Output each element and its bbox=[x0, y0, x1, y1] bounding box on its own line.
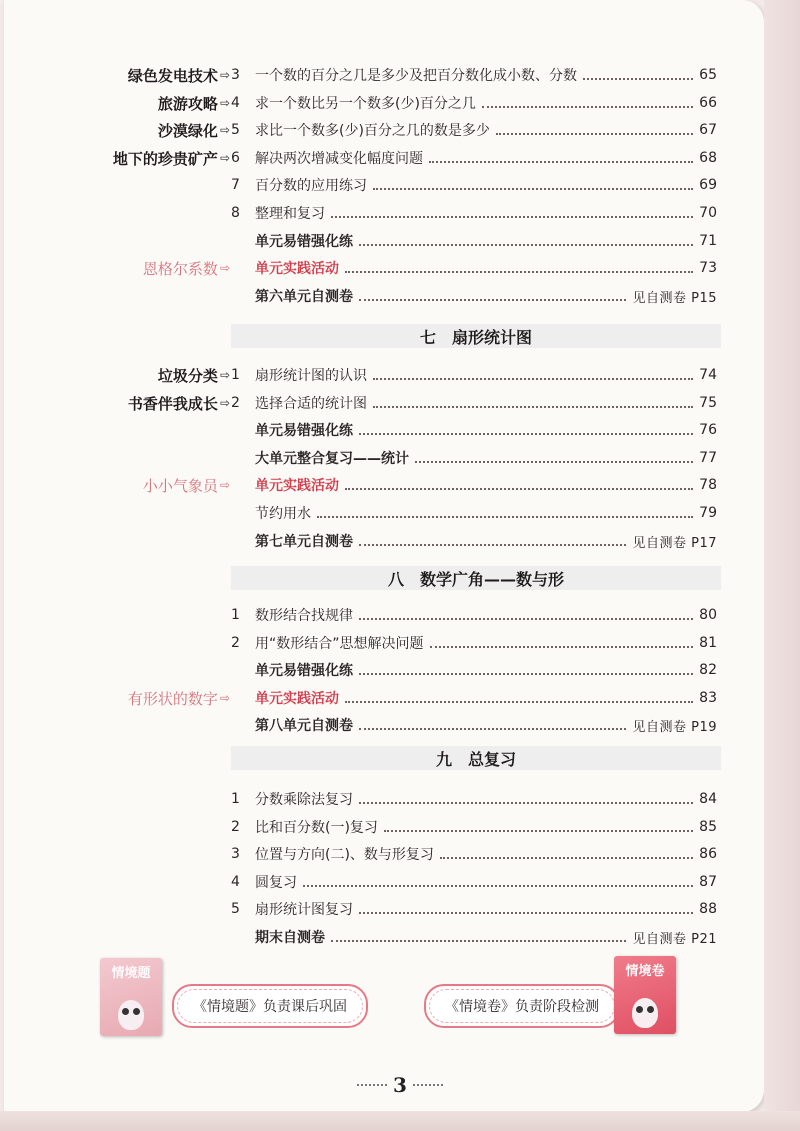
toc-entry[interactable] bbox=[231, 145, 717, 171]
side-topic-text: 旅游攻略 bbox=[157, 94, 218, 113]
toc-entry-page: 68 bbox=[699, 150, 717, 166]
toc-entry[interactable] bbox=[231, 417, 717, 443]
dot-leader bbox=[359, 297, 626, 301]
toc-entry-page: 74 bbox=[699, 367, 717, 383]
toc-entry-title: 大单元整合复习——统计 bbox=[255, 451, 409, 467]
toc-entry-number: 3 bbox=[231, 846, 240, 862]
dot-leader bbox=[415, 459, 693, 463]
side-topic-text: 垃圾分类 bbox=[157, 366, 218, 385]
toc-entry-number: 1 bbox=[231, 791, 240, 807]
side-topic-label bbox=[60, 390, 230, 416]
dot-leader bbox=[331, 938, 626, 942]
toc-entry-page: 见自测卷 P17 bbox=[632, 535, 717, 551]
toc-entry[interactable] bbox=[231, 228, 717, 254]
toc-entry-title: 圆复习 bbox=[255, 875, 297, 891]
dot-leader bbox=[359, 800, 693, 804]
dot-leader bbox=[373, 404, 693, 408]
side-topic-label bbox=[60, 472, 230, 498]
toc-entry-page: 70 bbox=[699, 205, 717, 221]
toc-entry-page: 73 bbox=[699, 260, 717, 276]
dot-leader bbox=[345, 486, 693, 490]
toc-entry[interactable] bbox=[231, 528, 717, 554]
toc-entry-title: 扇形统计图复习 bbox=[255, 902, 353, 918]
toc-entry-number: 2 bbox=[231, 395, 240, 411]
toc-entry[interactable] bbox=[231, 172, 717, 198]
toc-entry-page: 77 bbox=[699, 450, 717, 466]
toc-entry-number: 4 bbox=[231, 874, 240, 890]
toc-entry-title: 一个数的百分之几是多少及把百分数化成小数、分数 bbox=[255, 68, 577, 84]
toc-entry[interactable] bbox=[231, 869, 717, 895]
dot-leader bbox=[303, 883, 693, 887]
toc-entry-title: 第八单元自测卷 bbox=[255, 718, 353, 734]
toc-entry-title: 整理和复习 bbox=[255, 206, 325, 222]
dot-leader bbox=[373, 186, 693, 190]
toc-entry-title: 数形结合找规律 bbox=[255, 608, 353, 624]
side-topic-text: 地下的珍贵矿产 bbox=[112, 149, 218, 168]
toc-entry-title: 求比一个数多(少)百分之几的数是多少 bbox=[255, 123, 490, 139]
left-promo-pill bbox=[172, 984, 368, 1028]
toc-entry-page: 67 bbox=[699, 122, 717, 138]
toc-entry[interactable] bbox=[231, 362, 717, 388]
toc-entry[interactable] bbox=[231, 685, 717, 711]
toc-entry-page: 85 bbox=[699, 819, 717, 835]
arrow-right-icon: ⇨ bbox=[219, 261, 230, 275]
arrow-right-icon: ⇨ bbox=[219, 478, 230, 492]
toc-entry-number: 2 bbox=[231, 635, 240, 651]
dot-leader bbox=[331, 214, 693, 218]
side-topic-label bbox=[60, 117, 230, 143]
toc-entry-number: 5 bbox=[231, 122, 240, 138]
toc-entry[interactable] bbox=[231, 841, 717, 867]
toc-entry[interactable] bbox=[231, 117, 717, 143]
page-edge-right bbox=[764, 0, 800, 1131]
dot-leader bbox=[359, 242, 693, 246]
toc-entry[interactable] bbox=[231, 200, 717, 226]
side-topic-label bbox=[60, 62, 230, 88]
section-heading-unit-9: 九 总复习 bbox=[231, 746, 721, 770]
toc-entry-title: 期末自测卷 bbox=[255, 930, 325, 946]
toc-entry-page: 78 bbox=[699, 477, 717, 493]
toc-entry[interactable] bbox=[231, 924, 717, 950]
toc-entry-page: 80 bbox=[699, 607, 717, 623]
toc-entry[interactable] bbox=[231, 712, 717, 738]
side-topic-text: 有形状的数字 bbox=[127, 689, 218, 708]
dot-leader bbox=[583, 76, 693, 80]
dot-leader bbox=[373, 376, 693, 380]
toc-entry-page: 见自测卷 P19 bbox=[632, 719, 717, 735]
toc-entry-page: 见自测卷 P21 bbox=[632, 931, 717, 947]
section-heading-unit-8: 八 数学广角——数与形 bbox=[231, 566, 721, 590]
toc-entry[interactable] bbox=[231, 445, 717, 471]
toc-entry[interactable] bbox=[231, 630, 717, 656]
toc-entry-page: 69 bbox=[699, 177, 717, 193]
toc-entry[interactable] bbox=[231, 500, 717, 526]
toc-entry-title: 单元实践活动 bbox=[255, 261, 339, 277]
toc-entry-page: 76 bbox=[699, 422, 717, 438]
arrow-right-icon: ⇨ bbox=[219, 68, 230, 82]
toc-entry-page: 65 bbox=[699, 67, 717, 83]
toc-entry-page: 82 bbox=[699, 662, 717, 678]
toc-entry-number: 7 bbox=[231, 177, 240, 193]
toc-entry-page: 83 bbox=[699, 690, 717, 706]
toc-entry-number: 4 bbox=[231, 95, 240, 111]
side-topic-label bbox=[60, 145, 230, 171]
dot-leader bbox=[359, 726, 626, 730]
dot-leader bbox=[384, 828, 693, 832]
arrow-right-icon: ⇨ bbox=[219, 691, 230, 705]
toc-entry[interactable] bbox=[231, 814, 717, 840]
toc-entry-number: 5 bbox=[231, 901, 240, 917]
toc-entry-page: 84 bbox=[699, 791, 717, 807]
page-number-rule bbox=[357, 1084, 387, 1086]
toc-entry-title: 选择合适的统计图 bbox=[255, 396, 367, 412]
arrow-right-icon: ⇨ bbox=[219, 368, 230, 382]
owl-mascot-icon bbox=[118, 1000, 144, 1030]
side-topic-label bbox=[60, 90, 230, 116]
dot-leader bbox=[440, 855, 693, 859]
toc-entry-page: 87 bbox=[699, 874, 717, 890]
toc-entry[interactable] bbox=[231, 283, 717, 309]
dot-leader bbox=[317, 514, 693, 518]
right-promo-text: 《情境卷》负责阶段检测 bbox=[445, 999, 599, 1015]
toc-entry-title: 单元实践活动 bbox=[255, 691, 339, 707]
side-topic-text: 书香伴我成长 bbox=[127, 394, 218, 413]
side-topic-label bbox=[60, 255, 230, 281]
toc-entry[interactable] bbox=[231, 62, 717, 88]
toc-entry-page: 71 bbox=[699, 233, 717, 249]
arrow-right-icon: ⇨ bbox=[219, 396, 230, 410]
toc-entry-title: 求一个数比另一个数多(少)百分之几 bbox=[255, 96, 476, 112]
toc-entry[interactable] bbox=[231, 786, 717, 812]
toc-entry-number: 3 bbox=[231, 67, 240, 83]
toc-entry-title: 分数乘除法复习 bbox=[255, 792, 353, 808]
arrow-right-icon: ⇨ bbox=[219, 123, 230, 137]
toc-entry[interactable] bbox=[231, 390, 717, 416]
dot-leader bbox=[359, 431, 693, 435]
toc-entry-title: 第六单元自测卷 bbox=[255, 289, 353, 305]
toc-entry-page: 86 bbox=[699, 846, 717, 862]
toc-entry-number: 1 bbox=[231, 607, 240, 623]
dot-leader bbox=[482, 104, 693, 108]
dot-leader bbox=[345, 269, 693, 273]
toc-entry[interactable] bbox=[231, 896, 717, 922]
toc-entry-title: 用“数形结合”思想解决问题 bbox=[255, 636, 424, 652]
toc-entry-number: 6 bbox=[231, 150, 240, 166]
toc-entry-title: 比和百分数(一)复习 bbox=[255, 820, 378, 836]
arrow-right-icon: ⇨ bbox=[219, 96, 230, 110]
toc-entry[interactable] bbox=[231, 255, 717, 281]
toc-entry-title: 单元易错强化练 bbox=[255, 663, 353, 679]
toc-entry-page: 见自测卷 P15 bbox=[632, 290, 717, 306]
arrow-right-icon: ⇨ bbox=[219, 151, 230, 165]
toc-entry-page: 88 bbox=[699, 901, 717, 917]
dot-leader bbox=[429, 159, 693, 163]
toc-entry-page: 75 bbox=[699, 395, 717, 411]
page-number-rule bbox=[413, 1084, 443, 1086]
left-book-title: 情境题 bbox=[111, 966, 151, 981]
toc-entry-number: 8 bbox=[231, 205, 240, 221]
section-heading-unit-7: 七 扇形统计图 bbox=[231, 324, 721, 348]
page-number-text: 3 bbox=[393, 1073, 407, 1097]
side-topic-text: 绿色发电技术 bbox=[127, 66, 218, 85]
dot-leader bbox=[359, 616, 693, 620]
toc-entry-title: 单元实践活动 bbox=[255, 478, 339, 494]
toc-entry-title: 单元易错强化练 bbox=[255, 234, 353, 250]
toc-entry-number: 1 bbox=[231, 367, 240, 383]
page-edge-bottom bbox=[0, 1111, 800, 1131]
right-book-cover bbox=[614, 956, 676, 1034]
toc-entry-title: 节约用水 bbox=[255, 506, 311, 522]
side-topic-label bbox=[60, 685, 230, 711]
toc-entry-number: 2 bbox=[231, 819, 240, 835]
right-promo-pill bbox=[424, 984, 620, 1028]
toc-entry-page: 66 bbox=[699, 95, 717, 111]
side-topic-label bbox=[60, 362, 230, 388]
toc-entry-title: 第七单元自测卷 bbox=[255, 534, 353, 550]
side-topic-text: 沙漠绿化 bbox=[157, 121, 218, 140]
dot-leader bbox=[359, 910, 693, 914]
toc-entry-title: 解决两次增减变化幅度问题 bbox=[255, 151, 423, 167]
right-book-title: 情境卷 bbox=[625, 964, 665, 979]
dot-leader bbox=[430, 644, 694, 648]
page-number bbox=[340, 1070, 460, 1100]
toc-entry-page: 81 bbox=[699, 635, 717, 651]
toc-entry-title: 百分数的应用练习 bbox=[255, 178, 367, 194]
toc-entry-title: 扇形统计图的认识 bbox=[255, 368, 367, 384]
owl-mascot-icon bbox=[632, 998, 658, 1028]
left-book-cover bbox=[100, 958, 162, 1036]
toc-entry[interactable] bbox=[231, 657, 717, 683]
toc-entry[interactable] bbox=[231, 472, 717, 498]
dot-leader bbox=[496, 131, 693, 135]
toc-entry-page: 79 bbox=[699, 505, 717, 521]
toc-entry[interactable] bbox=[231, 602, 717, 628]
toc-entry-title: 位置与方向(二)、数与形复习 bbox=[255, 847, 434, 863]
left-promo-text: 《情境题》负责课后巩固 bbox=[193, 999, 347, 1015]
side-topic-text: 小小气象员 bbox=[142, 476, 218, 495]
dot-leader bbox=[359, 542, 626, 546]
toc-entry-title: 单元易错强化练 bbox=[255, 423, 353, 439]
toc-entry[interactable] bbox=[231, 90, 717, 116]
side-topic-text: 恩格尔系数 bbox=[142, 259, 218, 278]
dot-leader bbox=[359, 671, 693, 675]
dot-leader bbox=[345, 699, 693, 703]
